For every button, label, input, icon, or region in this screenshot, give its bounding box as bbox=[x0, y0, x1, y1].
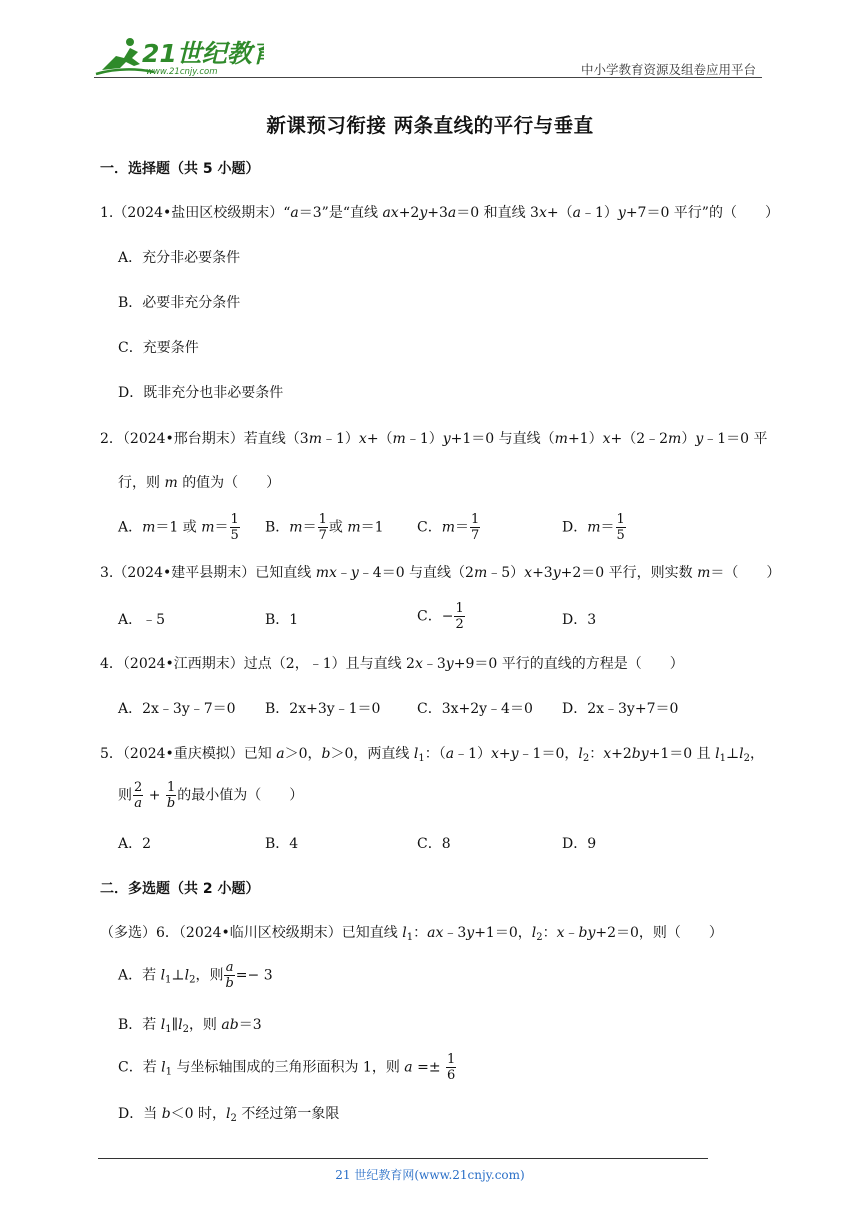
question-3: 3.（2024•建平县期末）已知直线 mx﹣y﹣4＝0 与直线（2m﹣5）x+3y+2＝0 平行，则实数 m＝（ ） bbox=[100, 565, 781, 581]
q4-option-b: B．2x+3y﹣1＝0 bbox=[265, 701, 381, 717]
question-1: 1.（2024•盐田区校级期末）“a＝3”是“直线 ax+2y+3a＝0 和直线 3x+（a﹣1）y+7＝0 平行”的（ ） bbox=[100, 205, 779, 221]
q2-option-a: A．m＝1 或 m＝ $\frac{1}{5}$ bbox=[118, 512, 239, 543]
q1-option-c: C．充要条件 bbox=[118, 340, 199, 356]
header-platform-name: 中小学教育资源及组卷应用平台 bbox=[580, 62, 756, 77]
section-heading-multi: 二．多选题（共 2 小题） bbox=[100, 881, 260, 897]
header-divider bbox=[94, 77, 762, 78]
q3-option-b: B．1 bbox=[265, 612, 299, 628]
q6-option-c: C．若 $l_1$ 与坐标轴围成的三角形面积为 1，则 a =± $\frac{1}{6}$ bbox=[118, 1052, 456, 1083]
footer-divider bbox=[98, 1158, 708, 1159]
q4-option-a: A．2x﹣3y﹣7＝0 bbox=[118, 701, 236, 717]
question-5-line2: 则 $\frac{2}{a}$ + $\frac{1}{b}$ 的最小值为（ ） bbox=[118, 780, 304, 811]
question-4: 4．（2024•江西期末）过点（2，﹣1）且与直线 2x﹣3y+9＝0 平行的直线的方程是（ ） bbox=[100, 656, 684, 672]
section-heading-choice: 一．选择题（共 5 小题） bbox=[100, 161, 260, 177]
q1-option-a: A．充分非必要条件 bbox=[118, 250, 241, 266]
q3-option-d: D．3 bbox=[562, 612, 597, 628]
q6-option-d: D．当 b＜0 时，$l_2$ 不经过第一象限 bbox=[118, 1106, 340, 1124]
question-2-line2: 行，则 m 的值为（ ） bbox=[118, 475, 281, 491]
svg-text:www.21cnjy.com: www.21cnjy.com bbox=[146, 67, 218, 77]
footer-link[interactable]: 21 世纪教育网(www.21cnjy.com) bbox=[335, 1168, 525, 1182]
q4-option-d: D．2x﹣3y+7＝0 bbox=[562, 701, 679, 717]
q2-option-b: B．m＝ $\frac{1}{7}$ 或 m＝1 bbox=[265, 512, 384, 543]
q4-option-c: C．3x+2y﹣4＝0 bbox=[417, 701, 533, 717]
question-2: 2．（2024•邢台期末）若直线（3m﹣1）x+（m﹣1）y+1＝0 与直线（m+1）x+（2﹣2m）y﹣1＝0 平 bbox=[100, 431, 768, 447]
question-5: 5．（2024•重庆模拟）已知 a＞0，b＞0，两直线 $l_1$：（a﹣1）x+y﹣1＝0，$l_2$：x+2by+1＝0 且 $l_1\perp l_2$， bbox=[100, 746, 765, 764]
q5-option-c: C．8 bbox=[417, 836, 451, 852]
site-logo bbox=[94, 36, 264, 78]
q2-option-c: C．m＝ $\frac{1}{7}$ bbox=[417, 512, 480, 543]
svg-text:21世纪教育: 21世纪教育 bbox=[142, 39, 264, 68]
q6-option-b: B．若 $l_1\parallel l_2$，则 ab＝3 bbox=[118, 1017, 262, 1035]
q3-option-a: A．﹣5 bbox=[118, 612, 166, 628]
q2-option-d: D．m＝ $\frac{1}{5}$ bbox=[562, 512, 625, 543]
q1-option-b: B．必要非充分条件 bbox=[118, 295, 241, 311]
q5-option-b: B．4 bbox=[265, 836, 299, 852]
runner-logo-icon bbox=[94, 36, 264, 78]
q1-option-d: D．既非充分也非必要条件 bbox=[118, 385, 284, 401]
q5-option-d: D．9 bbox=[562, 836, 597, 852]
q3-option-c: C．− $\frac{1}{2}$ bbox=[417, 601, 464, 632]
q6-option-a: A．若 $l_1\perp l_2$，则 $\frac{a}{b}$ =− 3 bbox=[118, 960, 273, 991]
q5-option-a: A．2 bbox=[118, 836, 152, 852]
page-title: 新课预习衔接 两条直线的平行与垂直 bbox=[266, 114, 594, 137]
question-6: （多选）6．（2024•临川区校级期末）已知直线 $l_1$：ax﹣3y+1＝0，$l_2$：x﹣by+2＝0，则（ ） bbox=[100, 925, 723, 943]
